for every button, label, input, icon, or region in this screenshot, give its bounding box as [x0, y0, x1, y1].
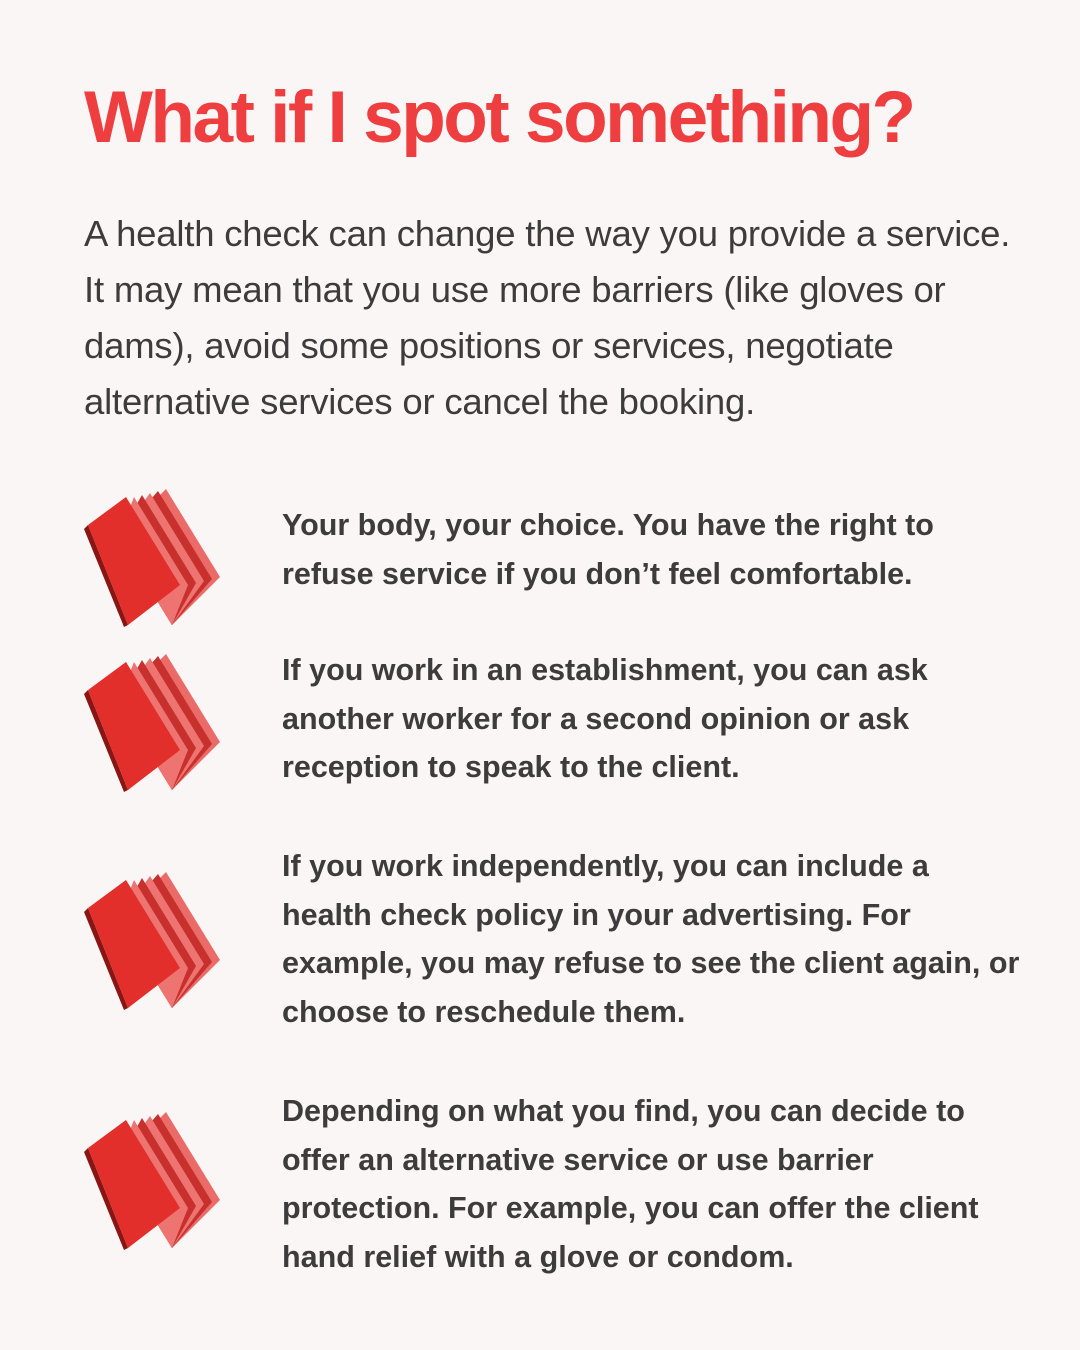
red-book-icon — [78, 650, 228, 800]
item-text: Your body, your choice. You have the right to refuse service if you don’t feel comfortable. — [282, 508, 934, 591]
red-book-icon — [78, 1108, 228, 1258]
intro-paragraph: A health check can change the way you provide a service. It may mean that you use more barriers (like gloves or dams), avoid some positions or services, negotiate alternative services or cancel the booking. — [84, 213, 1011, 422]
item-text: If you work independently, you can include a health check policy in your advertising. For example, you may refuse to see the client again, or choose to reschedule them. — [282, 849, 1020, 1029]
red-book-icon — [78, 868, 228, 1018]
item-text: Depending on what you find, you can decide to offer an alternative service or use barrier protection. For example, you can offer the client hand relief with a glove or condom. — [282, 1094, 979, 1274]
page-title: What if I spot something? — [84, 77, 914, 158]
red-book-icon — [78, 485, 228, 635]
item-text: If you work in an establishment, you can ask another worker for a second opinion or ask reception to speak to the client. — [282, 653, 928, 784]
